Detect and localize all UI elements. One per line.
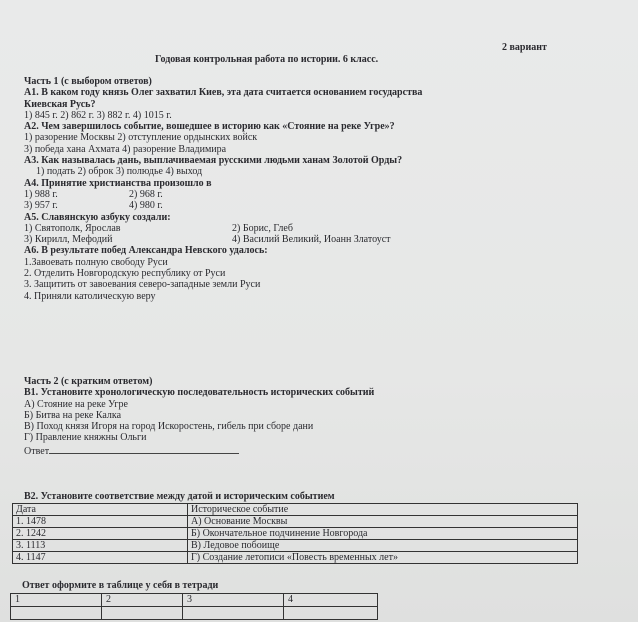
table-row (13, 552, 578, 564)
a4-options-1 (24, 189, 422, 200)
a6-option-3: 3. Защитить от завоевания северо-западные земли Руси (24, 279, 261, 291)
a5-option-3: 3) Кирилл, Мефодий (24, 234, 113, 246)
question-a3: А3. Как называлась дань, выплачиваемая русскими людьми ханам Золотой Орды? (24, 155, 403, 167)
a5-options-2 (24, 234, 422, 245)
answer-col-1: 1 (11, 594, 102, 607)
a5-option-1: 1) Святополк, Ярослав (24, 222, 121, 234)
answer-col-2: 2 (102, 594, 183, 607)
table-row (13, 540, 578, 552)
table-cell-date: 2. 1242 (13, 528, 188, 540)
a4-option-1: 1) 988 г. (24, 188, 58, 200)
answer-empty-row (11, 607, 378, 620)
a6-option-1: 1.Завоевать полную свободу Руси (24, 256, 168, 268)
b1-item-a: А) Стояние на реке Угре (24, 398, 128, 410)
answer-header-row (11, 594, 378, 607)
table-cell-event: А) Основание Москвы (188, 516, 578, 528)
table-cell-date: 3. 1113 (13, 540, 188, 552)
answer-cell (284, 607, 378, 620)
table-cell-event: Б) Окончательное подчинение Новгорода (188, 528, 578, 540)
part1-section (24, 76, 422, 302)
b1-answer-line (49, 444, 239, 454)
table-header-event: Историческое событие (188, 504, 578, 516)
table-row (13, 528, 578, 540)
table-cell-event: Г) Создание летописи «Повесть временных лет» (188, 552, 578, 564)
a1-options: 1) 845 г. 2) 862 г. 3) 882 г. 4) 1015 г. (24, 109, 172, 121)
variant-label: 2 вариант (502, 42, 547, 53)
answer-cell (183, 607, 284, 620)
a6-option-4: 4. Приняли католическую веру (24, 290, 156, 302)
a5-option-2: 2) Борис, Глеб (232, 222, 293, 234)
a3-options: 1) подать 2) оброк 3) полюдье 4) выход (36, 166, 203, 178)
a4-options-2 (24, 200, 422, 211)
a4-option-4: 4) 980 г. (129, 200, 163, 212)
question-a1: А1. В каком году князь Олег захватил Киев, эта дата считается основанием государства (24, 87, 423, 99)
question-a2: А2. Чем завершилось событие, вошедшее в историю как «Стояние на реке Угре»? (24, 121, 395, 133)
table-header-row (13, 504, 578, 516)
b1-answer-row (24, 444, 374, 457)
part2-heading: Часть 2 (с кратким ответом) (24, 376, 153, 387)
answer-col-3: 3 (183, 594, 284, 607)
b1-answer-label: Ответ (24, 445, 50, 457)
question-a6: А6. В результате побед Александра Невского удалось: (24, 245, 268, 257)
part1-heading: Часть 1 (с выбором ответов) (24, 76, 152, 87)
b1-item-d: Г) Правление княжны Ольги (24, 432, 147, 444)
a2-options-1: 1) разорение Москвы 2) отступление ордынских войск (24, 132, 258, 144)
table-header-date: Дата (13, 504, 188, 516)
answer-cell (11, 607, 102, 620)
table-cell-event: В) Ледовое побоище (188, 540, 578, 552)
page-title: Годовая контрольная работа по истории. 6 класс. (155, 54, 379, 65)
part2-section (24, 376, 374, 457)
b2-answer-note: Ответ оформите в таблице у себя в тетради (22, 580, 219, 591)
b2-table (12, 503, 578, 564)
a4-option-3: 3) 957 г. (24, 200, 58, 212)
a4-option-2: 2) 968 г. (129, 188, 163, 200)
a5-options-1 (24, 223, 422, 234)
question-a5: А5. Славянскую азбуку создали: (24, 211, 171, 223)
b1-item-b: Б) Битва на реке Калка (24, 409, 122, 421)
a5-option-4: 4) Василий Великий, Иоанн Златоуст (232, 234, 391, 246)
a2-options-2: 3) победа хана Ахмата 4) разорение Владимира (24, 143, 227, 155)
answer-col-4: 4 (284, 594, 378, 607)
a6-option-2: 2. Отделить Новгородскую республику от Руси (24, 268, 226, 280)
b1-item-c: В) Поход князя Игоря на город Искоростень, гибель при сборе дани (24, 421, 314, 433)
answer-table (10, 593, 378, 620)
question-a4: А4. Принятие христианства произошло в (24, 177, 212, 189)
table-row (13, 516, 578, 528)
answer-cell (102, 607, 183, 620)
question-b2: В2. Установите соответствие между датой и историческим событием (24, 491, 335, 502)
table-cell-date: 1. 1478 (13, 516, 188, 528)
table-cell-date: 4. 1147 (13, 552, 188, 564)
question-b1: В1. Установите хронологическую последовательность исторических событий (24, 387, 375, 399)
question-a1-cont: Киевская Русь? (24, 98, 96, 110)
